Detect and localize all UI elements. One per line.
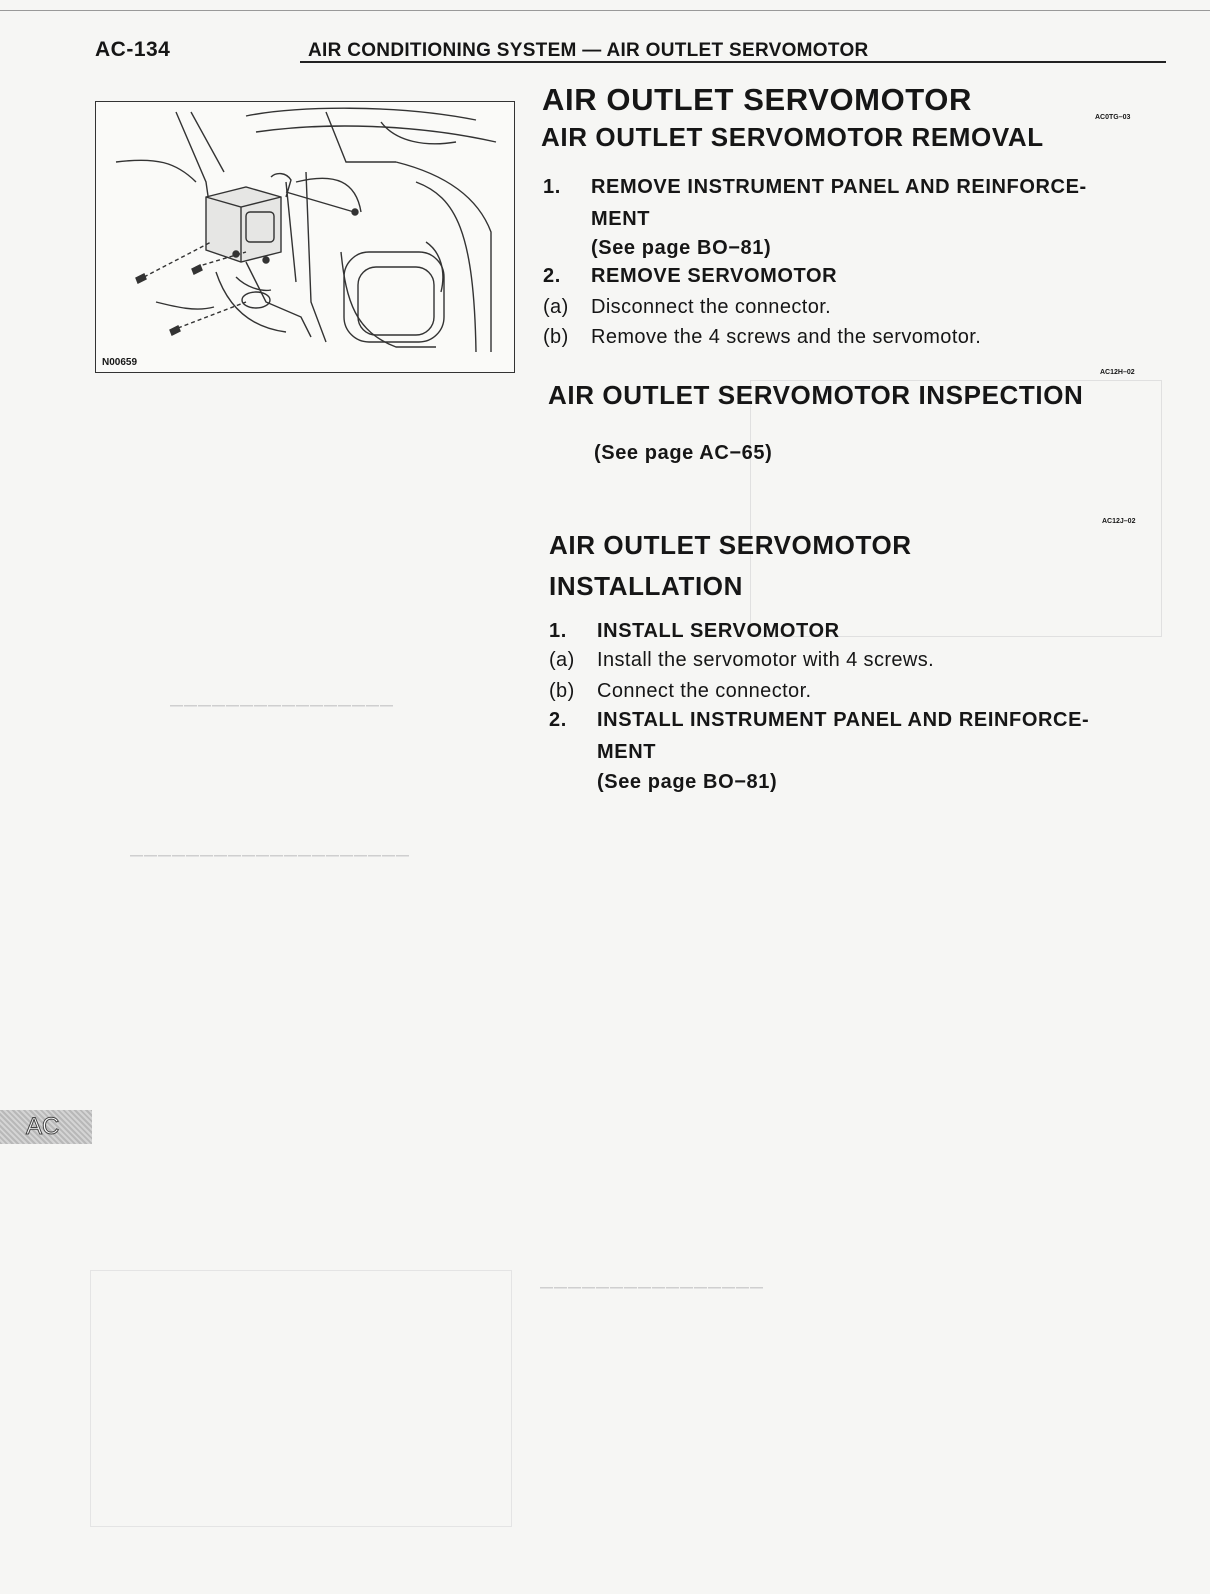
inspection-ref: (See page AC−65)	[594, 442, 773, 464]
top-edge-line	[0, 10, 1210, 11]
installation-step-2-cont: MENT	[597, 741, 657, 763]
page-number: AC-134	[95, 38, 171, 61]
substep-text: Remove the 4 screws and the servomotor.	[591, 326, 982, 348]
installation-heading-cont: INSTALLATION	[549, 571, 743, 601]
substep-text: Install the servomotor with 4 screws.	[597, 649, 935, 671]
substep-text: Disconnect the connector.	[591, 296, 832, 318]
substep-label: (a)	[543, 296, 569, 318]
step-number: 1.	[549, 620, 567, 642]
installation-substep-a	[549, 649, 934, 672]
substep-label: (a)	[549, 649, 575, 671]
removal-step-1	[543, 176, 1087, 199]
step-text: REMOVE SERVOMOTOR	[591, 265, 838, 287]
step-text: INSTALL SERVOMOTOR	[597, 620, 840, 642]
step-text: INSTALL INSTRUMENT PANEL AND REINFORCE-	[597, 709, 1090, 731]
substep-label: (b)	[543, 326, 569, 348]
servomotor-illustration	[95, 101, 515, 373]
substep-label: (b)	[549, 680, 575, 702]
section-tab-label: AC	[26, 1113, 60, 1140]
removal-substep-b	[543, 326, 981, 349]
installation-step-2-ref: (See page BO−81)	[597, 771, 778, 793]
running-title: AIR CONDITIONING SYSTEM — AIR OUTLET SERVOMOTOR	[308, 40, 869, 61]
removal-code: AC0TG–03	[1095, 114, 1131, 121]
page-title: AIR OUTLET SERVOMOTOR	[542, 82, 972, 117]
inspection-code: AC12H–02	[1100, 369, 1135, 376]
substep-text: Connect the connector.	[597, 680, 812, 702]
inspection-heading: AIR OUTLET SERVOMOTOR INSPECTION	[548, 380, 1084, 410]
removal-substep-a	[543, 296, 831, 319]
step-number: 1.	[543, 176, 561, 198]
removal-step-1-cont: MENT	[591, 208, 651, 230]
figure-code: N00659	[102, 357, 138, 368]
installation-substep-b	[549, 680, 812, 703]
removal-step-2	[543, 265, 837, 288]
step-number: 2.	[543, 265, 561, 287]
removal-step-1-ref: (See page BO−81)	[591, 237, 772, 259]
section-tab	[0, 1110, 92, 1144]
servomotor-drawing	[96, 102, 514, 372]
installation-code: AC12J–02	[1102, 518, 1136, 525]
installation-step-1	[549, 620, 840, 643]
installation-heading: AIR OUTLET SERVOMOTOR	[549, 530, 912, 560]
header-rule	[300, 61, 1166, 63]
installation-step-2	[549, 709, 1089, 732]
removal-heading: AIR OUTLET SERVOMOTOR REMOVAL	[541, 122, 1044, 152]
step-number: 2.	[549, 709, 567, 731]
step-text: REMOVE INSTRUMENT PANEL AND REINFORCE-	[591, 176, 1087, 198]
